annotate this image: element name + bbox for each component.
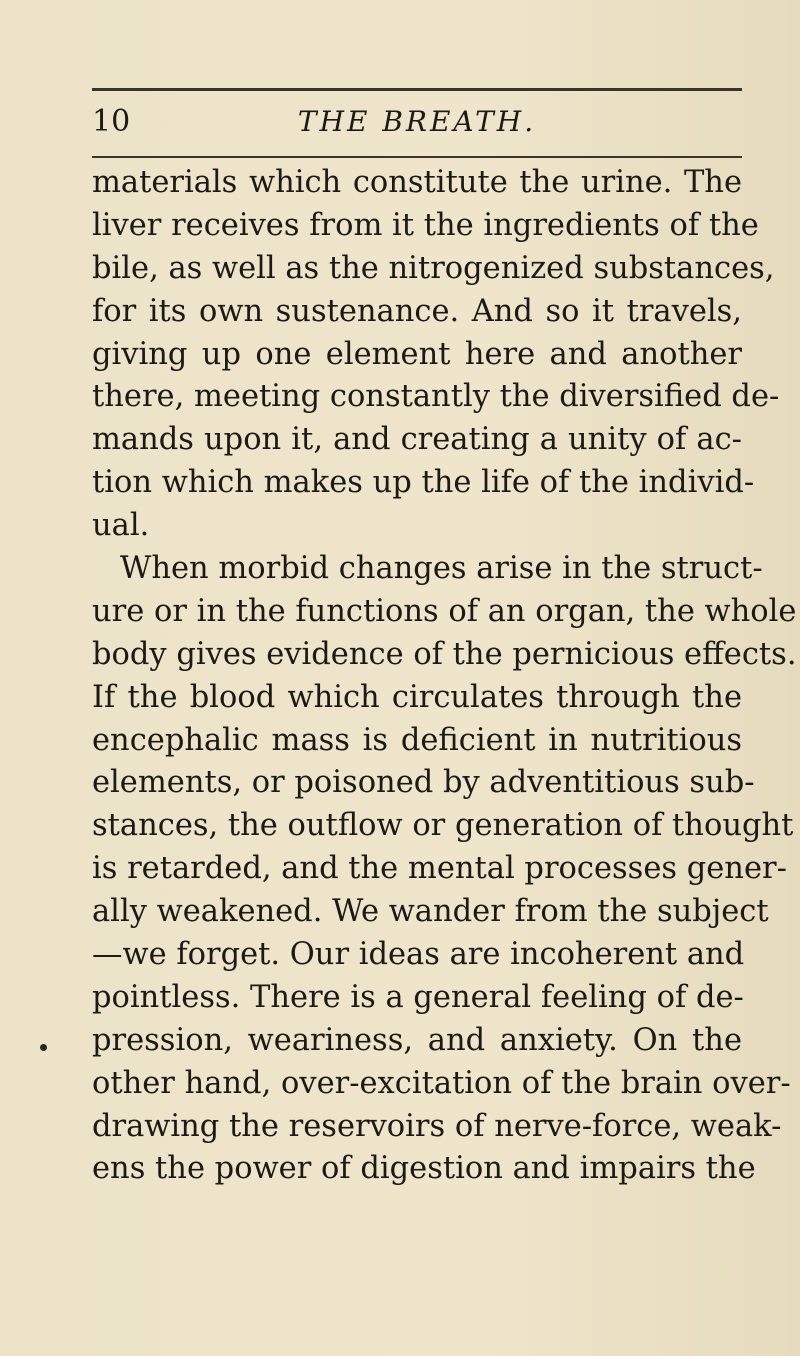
text-line: other hand, over-excitation of the brain over- (92, 1065, 791, 1101)
text-line: pointless. There is a general feeling of de- (92, 979, 744, 1015)
margin-ink-spot (40, 1044, 47, 1051)
text-line: for its own sustenance. And so it travels, (92, 293, 742, 329)
text-line: giving up one element here and another (92, 336, 742, 372)
text-line: bile, as well as the nitrogenized substances, (92, 250, 775, 286)
text-line: ens the power of digestion and impairs the (92, 1151, 756, 1187)
text-line: stances, the outflow or generation of thought (92, 808, 794, 844)
text-line: elements, or poisoned by adventitious sub- (92, 765, 755, 801)
text-line: ure or in the functions of an organ, the whole (92, 593, 797, 629)
text-line: mands upon it, and creating a unity of ac- (92, 422, 742, 458)
text-line: encephalic mass is deficient in nutritious (92, 722, 742, 758)
text-line: pression, weariness, and anxiety. On the (92, 1022, 742, 1058)
body-text (92, 162, 797, 1191)
text-line: When morbid changes arise in the struct- (120, 551, 763, 587)
text-line: drawing the reservoirs of nerve-force, weak- (92, 1108, 782, 1144)
text-line: tion which makes up the life of the individ- (92, 465, 755, 501)
header-bottom-rule (92, 156, 742, 158)
text-line: If the blood which circulates through the (92, 679, 742, 715)
text-line: ual. (92, 508, 150, 544)
text-line: body gives evidence of the pernicious effects. (92, 636, 797, 672)
text-line: ally weakened. We wander from the subject (92, 894, 769, 930)
running-title: THE BREATH. (297, 105, 537, 138)
header-top-rule (92, 88, 742, 91)
text-line: there, meeting constantly the diversified de- (92, 379, 780, 415)
text-line: —we forget. Our ideas are incoherent and (92, 937, 745, 973)
text-line: liver receives from it the ingredients of the (92, 207, 759, 243)
page-header (92, 102, 742, 142)
text-line: materials which constitute the urine. The (92, 165, 742, 200)
text-line: is retarded, and the mental processes gener- (92, 851, 787, 887)
page-number: 10 (92, 104, 131, 139)
